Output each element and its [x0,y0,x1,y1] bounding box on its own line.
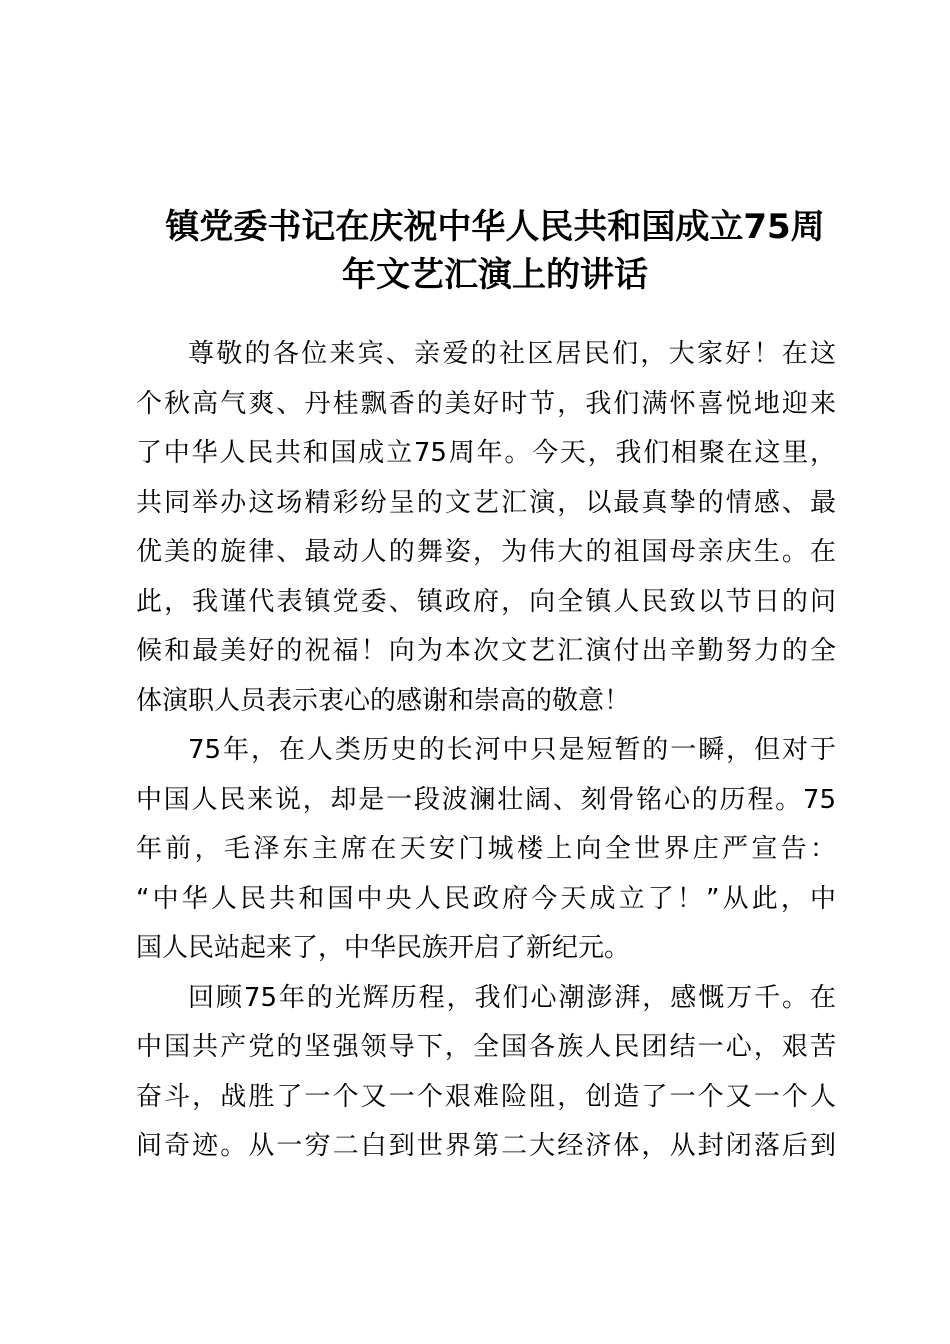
text-line: 候和最美好的祝福！向为本次文艺汇演付出辛勤努力的全 [136,636,836,666]
text-line: 奋斗，战胜了一个又一个艰难险阻，创造了一个又一个人 [136,1081,836,1112]
text-line: 中国人民来说，却是一段波澜壮阔、刻骨铭心的历程。75 [136,784,836,815]
document-body [136,330,836,1172]
text-line: 个秋高气爽、丹桂飘香的美好时节，我们满怀喜悦地迎来 [136,388,836,419]
text-line: 中国共产党的坚强领导下，全国各族人民团结一心，艰苦 [136,1032,836,1062]
text-line: 国人民站起来了，中华民族开启了新纪元。 [136,933,631,963]
text-line: 共同举办这场精彩纷呈的文艺汇演，以最真挚的情感、最 [136,487,836,518]
text-line: 回顾75年的光辉历程，我们心潮澎湃，感慨万千。在 [188,982,836,1013]
document-title [120,203,870,299]
text-line: 此，我谨代表镇党委、镇政府，向全镇人民致以节日的问 [136,586,836,617]
text-line: 年前，毛泽东主席在天安门城楼上向全世界庄严宣告： [136,834,836,864]
text-line: 75年，在人类历史的长河中只是短暂的一瞬，但对于 [188,735,836,765]
text-line: 了中华人民共和国成立75周年。今天，我们相聚在这里， [136,438,836,468]
text-line: 尊敬的各位来宾、亲爱的社区居民们，大家好！在这 [188,339,836,369]
text-line: “中华人民共和国中央人民政府今天成立了！”从此，中 [136,883,836,914]
title-line: 年文艺汇演上的讲话 [342,255,648,295]
text-line: 体演职人员表示衷心的感谢和崇高的敬意！ [136,685,631,716]
title-line: 镇党委书记在庆祝中华人民共和国成立75周 [165,207,825,247]
text-line: 间奇迹。从一穷二白到世界第二大经济体，从封闭落后到 [136,1131,836,1161]
text-line: 优美的旋律、最动人的舞姿，为伟大的祖国母亲庆生。在 [136,537,836,567]
